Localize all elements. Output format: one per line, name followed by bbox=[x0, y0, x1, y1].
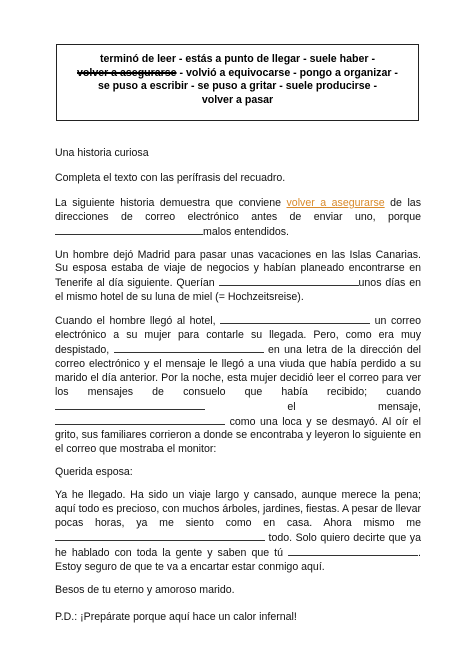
gap-3[interactable] bbox=[220, 314, 370, 324]
word-bank-item: se puso a escribir bbox=[97, 80, 189, 92]
word-bank-item: suele haber bbox=[309, 53, 369, 65]
gap-7[interactable] bbox=[55, 531, 265, 541]
gap-5[interactable] bbox=[55, 400, 205, 410]
word-bank-item: pongo a organizar bbox=[299, 66, 392, 79]
filled-answer: volver a asegurarse bbox=[286, 196, 385, 209]
word-bank-item: se puso a gritar bbox=[197, 80, 277, 92]
word-bank-item: terminó de leer bbox=[100, 53, 176, 65]
gap-2[interactable] bbox=[219, 276, 359, 286]
word-bank-box: terminó de leer - estás a punto de llegar - suele haber - volver a asegurarse - volvió a equivocarse - pongo a organizar - se puso a escribir - se puso a gritar - suele producirse - volver a pasar bbox=[56, 44, 419, 121]
exercise-text bbox=[55, 147, 421, 634]
gap-4[interactable] bbox=[114, 343, 264, 353]
word-bank-item: volvió a equivocarse bbox=[185, 66, 291, 79]
word-bank-item: suele producirse bbox=[285, 80, 371, 92]
word-bank-item: volver a pasar bbox=[201, 93, 274, 106]
gap-6[interactable] bbox=[55, 415, 225, 425]
paragraph-4: Ya he llegado. Ha sido un viaje largo y cansado, aunque merece la pena; aquí todo es precioso, con muchos árboles, jardines, fiestas. A pesar de llevar pocas horas, ya me siento como en casa. Ahora mismo me todo. Solo quiero decirte que ya he hablado con toda la gente y saben que tú . Estoy seguro de que te va a encartar estar conmigo aquí. bbox=[55, 489, 421, 573]
word-bank-item: estás a punto de llegar bbox=[185, 53, 301, 65]
closing: Besos de tu eterno y amoroso marido. bbox=[55, 583, 235, 596]
exercise-instruction: Completa el texto con las perífrasis del recuadro. bbox=[55, 171, 286, 184]
paragraph-1: La siguiente historia demuestra que conviene volver a asegurarse de las direcciones de correo electrónico antes de enviar uno, porque malos entendidos. bbox=[55, 196, 421, 238]
paragraph-3: Cuando el hombre llegó al hotel, un correo electrónico a su mujer para contarle su llegada. Pero, como era muy despistado, en una letra de la dirección del correo electrónico y el mensaje le llegó a una viuda que había perdido a su marido el día anterior. Por la noche, esta mujer decidió leer el correo para ver los mensajes de consuelo que había recibido; cuando el mensaje, como una loca y se desmayó. Al oír el grito, sus familiares corrieron a donde se encontraba y leyeron lo siguiente en el correo que mostraba el monitor: bbox=[55, 315, 421, 456]
paragraph-2: Un hombre dejó Madrid para pasar unas vacaciones en las Islas Canarias. Su esposa estaba de viaje de negocios y habían planeado encontrarse en Tenerife al día siguiente. Querían unos días en el mismo hotel de su luna de miel (= Hochzeitsreise). bbox=[55, 248, 421, 304]
salutation: Querida esposa: bbox=[55, 466, 133, 479]
exercise-title: Una historia curiosa bbox=[55, 147, 149, 159]
gap-8[interactable] bbox=[288, 546, 418, 556]
word-bank-item: volver a asegurarse bbox=[77, 66, 177, 79]
gap-1[interactable] bbox=[55, 225, 203, 235]
postscript: P.D.: ¡Prepárate porque aquí hace un calor infernal! bbox=[55, 611, 297, 624]
